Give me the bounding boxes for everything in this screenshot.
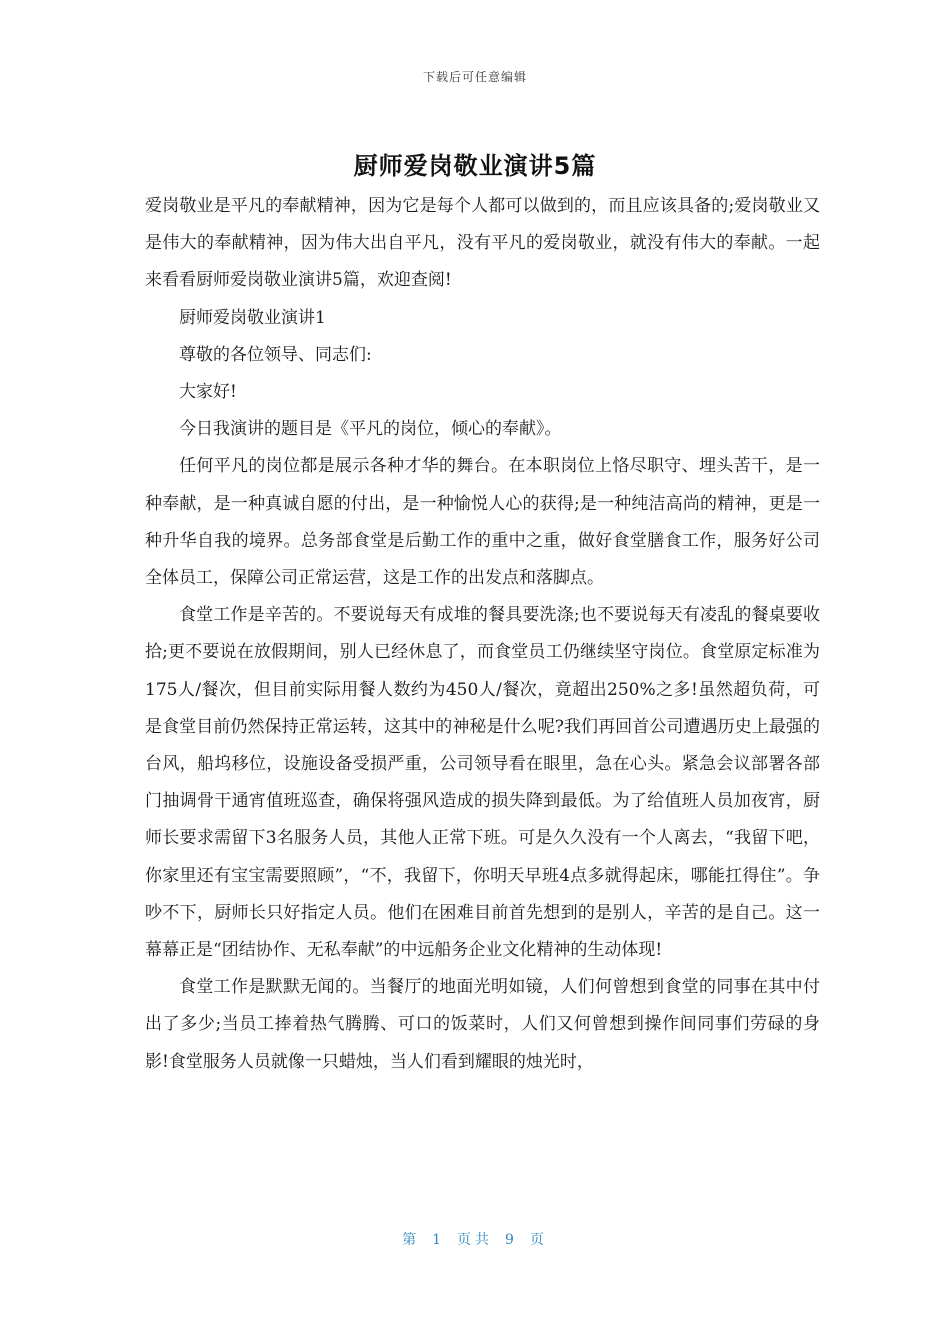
- footer-current-page: 1: [432, 1232, 445, 1248]
- body-paragraph: 食堂工作是辛苦的。不要说每天有成堆的餐具要洗涤;也不要说每天有凌乱的餐桌要收拾;更不要说在放假期间，别人已经休息了，而食堂员工仍继续坚守岗位。食堂原定标准为175人/餐次，但目前实际用餐人数约为450人/餐次，竟超出250%之多!虽然超负荷，可是食堂目前仍然保持正常运转，这其中的神秘是什么呢?我们再回首公司遭遇历史上最强的台风，船坞移位，设施设备受损严重，公司领导看在眼里，急在心头。紧急会议部署各部门抽调骨干通宵值班巡查，确保将强风造成的损失降到最低。为了给值班人员加夜宵，厨师长要求需留下3名服务人员，其他人正常下班。可是久久没有一个人离去，“我留下吧，你家里还有宝宝需要照顾”，“不，我留下，你明天早班4点多就得起床，哪能扛得住”。争吵不下，厨师长只好指定人员。他们在困难目前首先想到的是别人，辛苦的是自己。这一幕幕正是“团结协作、无私奉献”的中远船务企业文化精神的生动体现!: [145, 605, 820, 961]
- header-note: 下载后可任意编辑: [422, 70, 527, 84]
- footer-word-of: 页共: [457, 1232, 493, 1248]
- greeting: 大家好!: [179, 382, 237, 403]
- speech-topic: 今日我演讲的题目是《平凡的岗位，倾心的奉献》。: [179, 419, 562, 440]
- body-paragraph: 任何平凡的岗位都是展示各种才华的舞台。在本职岗位上恪尽职守、埋头苦干，是一种奉献，是一种真诚自愿的付出，是一种愉悦人心的获得;是一种纯洁高尚的精神，更是一种升华自我的境界。总务部食堂是后勤工作的重中之重，做好食堂膳食工作，服务好公司全体员工，保障公司正常运营，这是工作的出发点和落脚点。: [145, 456, 820, 589]
- document-body: [145, 188, 820, 1081]
- footer-word-page: 第: [402, 1232, 421, 1248]
- intro-paragraph: 爱岗敬业是平凡的奉献精神，因为它是每个人都可以做到的，而且应该具备的;爱岗敬业又是伟大的奉献精神，因为伟大出自平凡，没有平凡的爱岗敬业，就没有伟大的奉献。一起来看看厨师爱岗敬业演讲5篇，欢迎查阅!: [145, 196, 820, 291]
- document-title: 厨师爱岗敬业演讲5篇: [353, 152, 597, 180]
- footer-total-pages: 9: [505, 1232, 518, 1248]
- page-number-footer: [0, 1229, 950, 1249]
- section-heading: 厨师爱岗敬业演讲1: [179, 307, 326, 328]
- body-paragraph: 食堂工作是默默无闻的。当餐厅的地面光明如镜，人们何曾想到食堂的同事在其中付出了多少;当员工捧着热气腾腾、可口的饭菜时，人们又何曾想到操作间同事们劳碌的身影!食堂服务人员就像一只蜡烛，当人们看到耀眼的烛光时，: [145, 977, 820, 1072]
- salutation: 尊敬的各位领导、同志们:: [179, 344, 372, 365]
- footer-word-page-end: 页: [529, 1232, 548, 1248]
